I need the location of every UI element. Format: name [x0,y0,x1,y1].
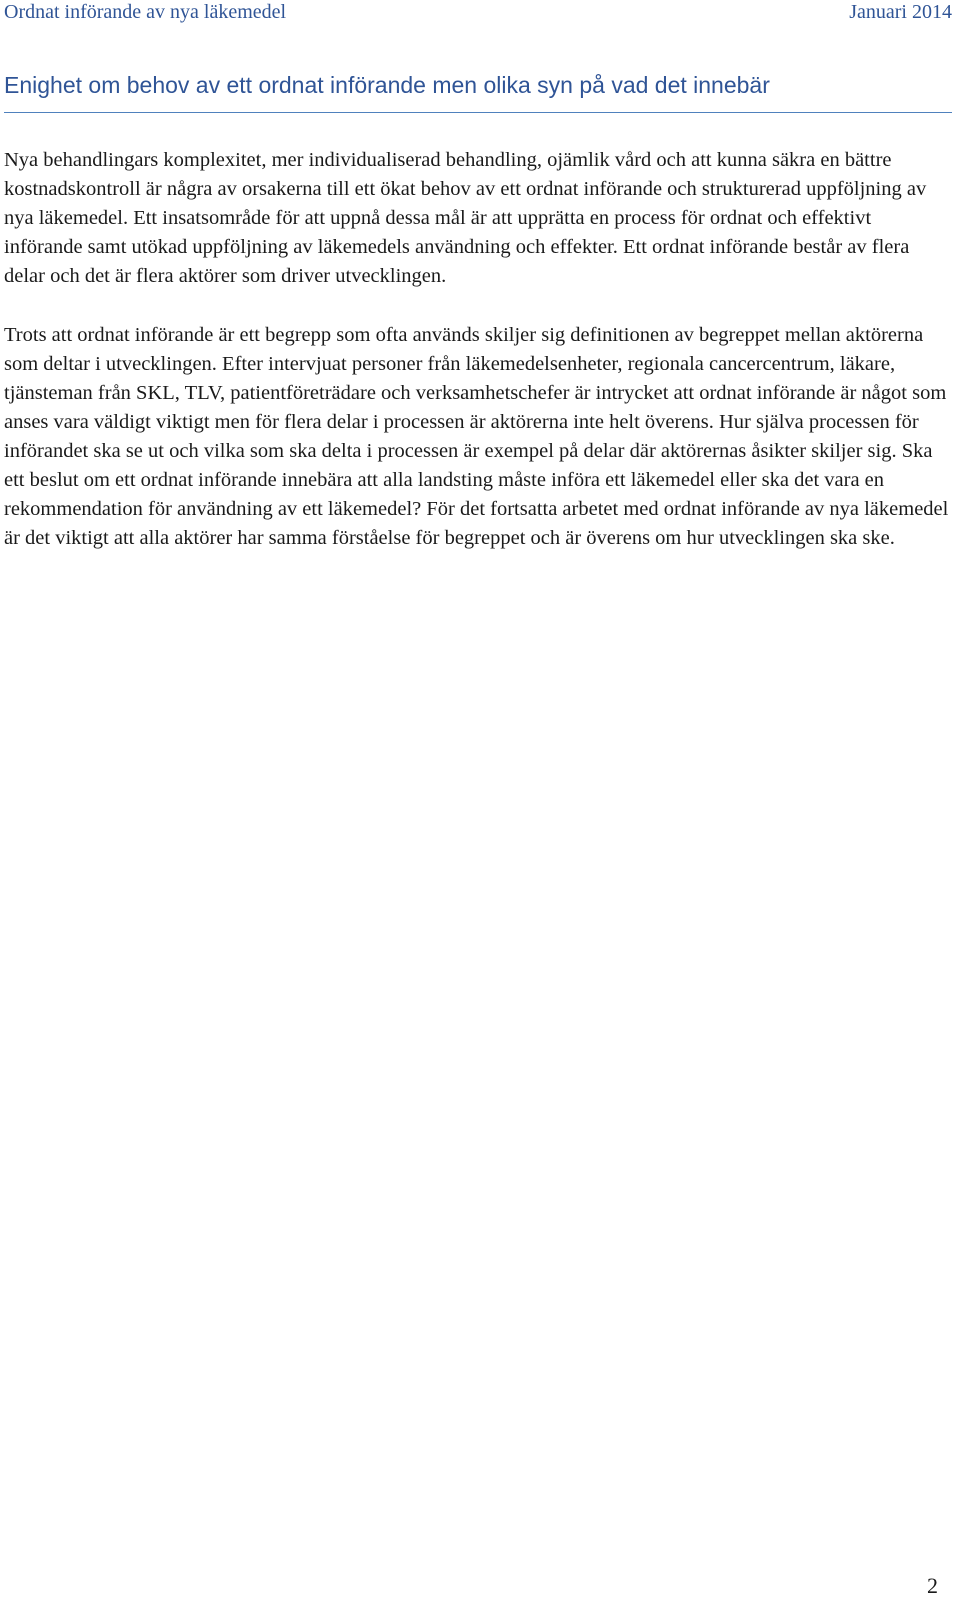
document-date: Januari 2014 [849,1,952,23]
page-number: 2 [927,1573,938,1598]
document-title: Ordnat införande av nya läkemedel [4,1,287,23]
paragraph-2: Trots att ordnat införande är ett begrepp som ofta används skiljer sig definitionen av begreppet mellan aktörerna som deltar i utvecklingen. Efter intervjuat personer från läkemedelsenheter, regionala cancercentrum, läkare, tjänsteman från SKL, TLV, patientföreträdare och verksamhetschefer är intrycket att ordnat införande är något som anses vara väldigt viktigt men för flera delar i processen är aktörerna inte helt överens. Hur själva processen för införandet ska se ut och vilka som ska delta i processen är exempel på delar där aktörernas åsikter skiljer sig. Ska ett beslut om ett ordnat införande innebära att alla landsting måste införa ett läkemedel eller ska det vara en rekommendation för användning av ett läkemedel? För det fortsatta arbetet med ordnat införande av nya läkemedel är det viktigt att alla aktörer har samma förståelse för begreppet och är överens om hur utvecklingen ska ske. [4,324,949,549]
running-header [4,0,952,24]
section-heading: Enighet om behov av ett ordnat införande men olika syn på vad det innebär [4,68,952,113]
body-text [4,146,952,583]
paragraph-1: Nya behandlingars komplexitet, mer individualiserad behandling, ojämlik vård och att kunna säkra en bättre kostnadskontroll är några av orsakerna till ett ökat behov av ett ordnat införande och strukturerad uppföljning av nya läkemedel. Ett insatsområde för att uppnå dessa mål är att upprätta en process för ordnat och effektivt införande samt utökad uppföljning av läkemedels användning och effekter. Ett ordnat införande består av flera delar och det är flera aktörer som driver utvecklingen. [4,149,927,287]
